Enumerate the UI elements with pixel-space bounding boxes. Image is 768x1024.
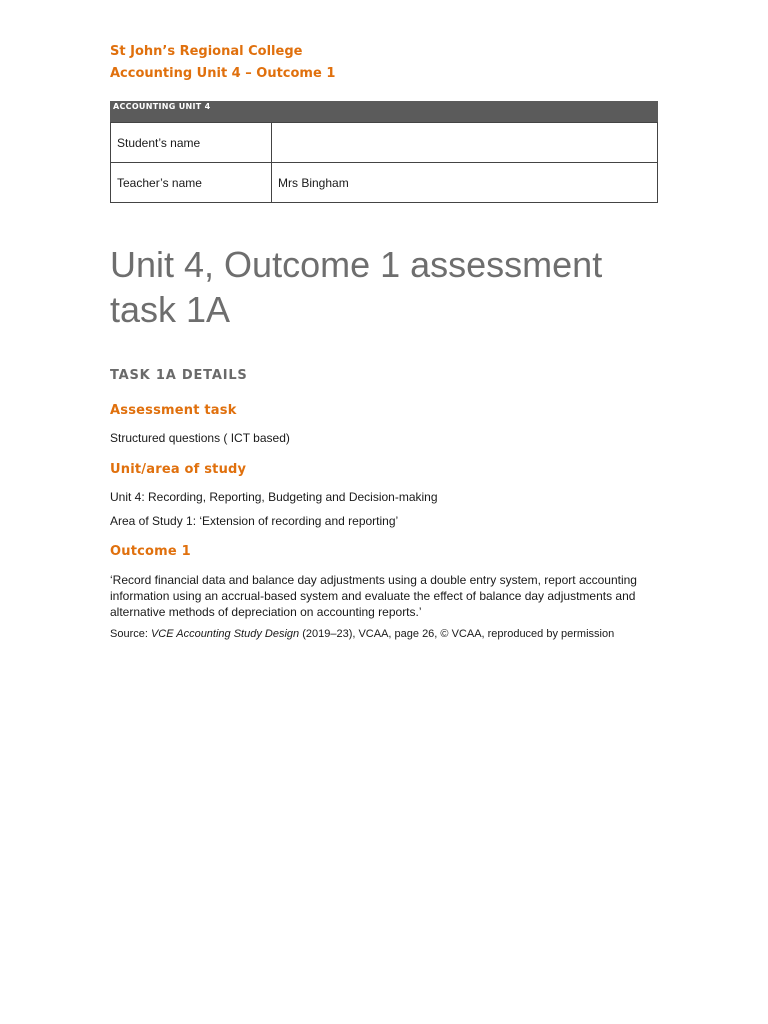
table-header-bar bbox=[110, 101, 658, 122]
student-name-label: Student’s name bbox=[111, 123, 272, 163]
teacher-name-label: Teacher’s name bbox=[111, 163, 272, 203]
page-title: Unit 4, Outcome 1 assessment task 1A bbox=[110, 244, 603, 330]
table-row bbox=[111, 163, 658, 203]
assessment-task-heading: Assessment task bbox=[110, 403, 237, 418]
source-citation bbox=[110, 628, 614, 640]
unit-area-heading: Unit/area of study bbox=[110, 462, 247, 477]
college-name: St John’s Regional College bbox=[110, 44, 303, 59]
unit-outcome-header: Accounting Unit 4 – Outcome 1 bbox=[110, 66, 336, 81]
teacher-name-value: Mrs Bingham bbox=[272, 163, 658, 203]
outcome-heading: Outcome 1 bbox=[110, 544, 191, 559]
assessment-task-text: Structured questions ( ICT based) bbox=[110, 431, 290, 445]
task-details-heading: TASK 1A DETAILS bbox=[110, 368, 248, 383]
student-info-table bbox=[110, 122, 658, 203]
area-of-study-text: Area of Study 1: ‘Extension of recording and reporting’ bbox=[110, 514, 399, 528]
source-suffix: (2019–23), VCAA, page 26, © VCAA, reproduced by permission bbox=[299, 628, 615, 640]
outcome-quote: ‘Record financial data and balance day adjustments using a double entry system, report accounting information using an accrual-based system and evaluate the effect of balance day adjustments and alternative methods of depreciation on accounting reports.’ bbox=[110, 573, 637, 619]
table-header-label: ACCOUNTING UNIT 4 bbox=[113, 102, 211, 111]
source-title: VCE Accounting Study Design bbox=[150, 628, 300, 640]
unit-text: Unit 4: Recording, Reporting, Budgeting and Decision-making bbox=[110, 490, 438, 504]
table-row bbox=[111, 123, 658, 163]
student-name-value bbox=[272, 123, 658, 163]
source-prefix: Source: bbox=[110, 628, 151, 640]
